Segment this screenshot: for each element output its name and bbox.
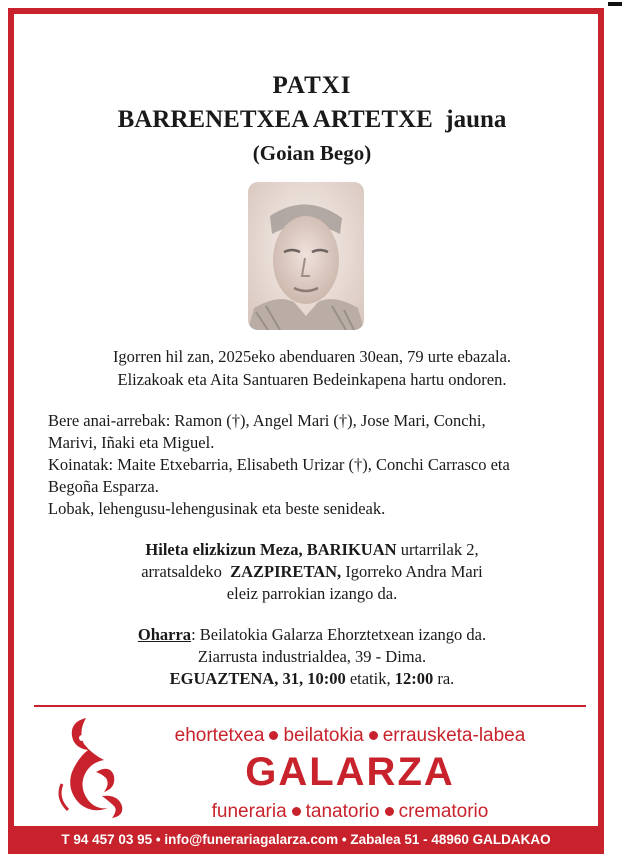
footer-divider xyxy=(34,705,586,707)
contact-bar: T 94 457 03 95 • info@funerariagalarza.com • Zabalea 51 - 48960 GALDAKAO xyxy=(14,826,598,854)
sacraments-line: Elizakoak eta Aita Santuaren Bedeinkapena hartu ondoren. xyxy=(117,370,507,389)
funeral-place: Igorreko Andra Mari xyxy=(345,562,483,581)
brand-name: GALARZA xyxy=(245,750,455,794)
wake-to-word: ra. xyxy=(437,669,455,688)
service-crematorium-es: crematorio xyxy=(398,801,489,822)
siblings-line-2: Marivi, Iñaki eta Miguel. xyxy=(48,433,215,452)
note-line-1 xyxy=(0,624,624,646)
funeral-date: urtarrilak 2, xyxy=(400,540,479,559)
funeral-time: ZAZPIRETAN, xyxy=(230,562,342,581)
in-laws-line-2: Begoña Esparza. xyxy=(48,477,159,496)
funeral-line-3: eleiz parrokian izango da. xyxy=(226,584,398,603)
wake-address: Ziarrusta industrialdea, 39 - Dima. xyxy=(197,647,427,666)
funeral-mass-label: Hileta elizkizun Meza, xyxy=(145,540,303,559)
wake-to-time: 12:00 xyxy=(394,669,434,688)
note-label: Oharra xyxy=(137,625,192,644)
funeral-line-1 xyxy=(0,539,624,561)
funeral-time-prefix: arratsaldeko xyxy=(141,562,222,581)
galarza-logo-icon xyxy=(52,714,132,820)
wake-from-word: etatik, xyxy=(349,669,391,688)
wake-day: EGUAZTENA, 31, xyxy=(169,669,304,688)
deceased-full-name xyxy=(0,106,624,134)
service-wake-room-eu: beilatokia xyxy=(283,725,364,746)
red-dot-icon xyxy=(292,807,301,816)
wake-schedule xyxy=(0,668,624,690)
red-dot-icon xyxy=(369,731,378,740)
note-text: : Beilatokia Galarza Ehorztetxean izango da. xyxy=(191,625,487,644)
funeral-day: BARIKUAN xyxy=(306,540,397,559)
service-wake-room-es: tanatorio xyxy=(305,801,380,822)
service-funeral-home-eu: ehortetxea xyxy=(174,725,265,746)
red-dot-icon xyxy=(269,731,278,740)
siblings-line-1: Bere anai-arrebak: Ramon (†), Angel Mari (†), Jose Mari, Conchi, xyxy=(48,411,486,430)
honorific-title: jauna xyxy=(445,106,507,133)
scan-edge-mark xyxy=(608,2,622,6)
red-dot-icon xyxy=(385,807,394,816)
services-spanish xyxy=(140,801,560,823)
portrait-photo xyxy=(248,182,364,330)
service-funeral-home-es: funeraria xyxy=(211,801,287,822)
death-announcement-line: Igorren hil zan, 2025eko abenduaren 30ean, 79 urte ebazala. xyxy=(112,347,512,366)
in-laws-line-1: Koinatak: Maite Etxebarria, Elisabeth Urizar (†), Conchi Carrasco eta xyxy=(48,455,510,474)
deceased-surnames: BARRENETXEA ARTETXE xyxy=(117,106,433,133)
wake-from-time: 10:00 xyxy=(307,669,346,688)
funeral-line-2 xyxy=(0,561,624,583)
deceased-first-name: PATXI xyxy=(272,72,352,99)
relatives-line: Lobak, lehengusu-lehengusinak eta beste senideak. xyxy=(48,499,386,518)
services-basque xyxy=(140,725,560,747)
service-crematorium-eu: errausketa-labea xyxy=(382,725,526,746)
rest-in-peace-subtitle: (Goian Bego) xyxy=(252,141,372,165)
